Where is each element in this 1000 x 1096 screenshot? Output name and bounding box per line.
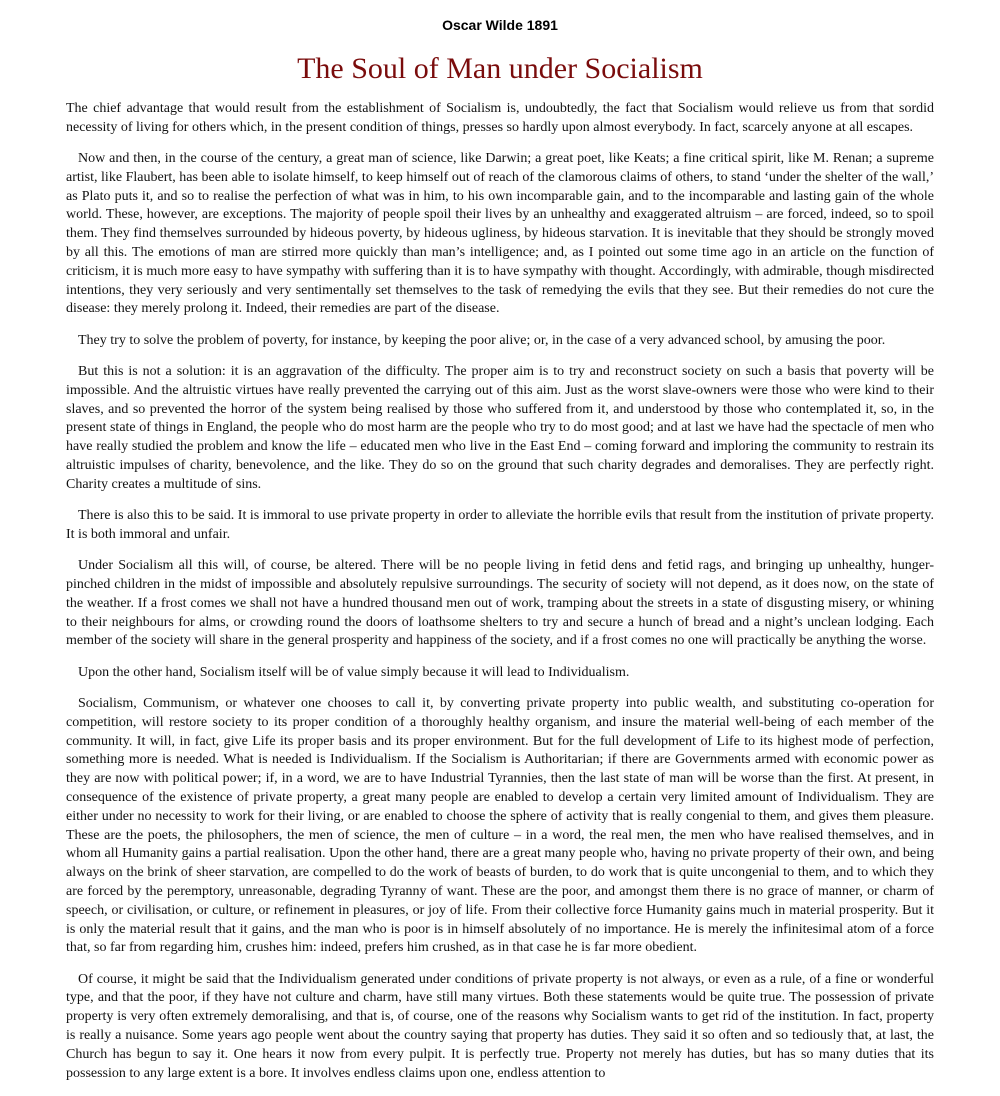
document-title: The Soul of Man under Socialism [297, 52, 703, 85]
author-byline: Oscar Wilde 1891 [442, 17, 558, 33]
paragraph: Of course, it might be said that the Individualism generated under conditions of private property is not always, or even as a rule, of a fine or wonderful type, and that the poor, if they have not culture and charm, have still many virtues. Both these statements would be quite true. The possession of private property is very often extremely demoralising, and that is, of course, one of the reasons why Socialism wants to get rid of the institution. In fact, property is really a nuisance. Some years ago people went about the country saying that property has duties. They said it so often and so tediously that, at last, the Church has begun to say it. One hears it now from every pulpit. It is perfectly true. Property not merely has duties, but has so many duties that its possession to any large extent is a bore. It involves endless claims upon one, endless attention to [66, 971, 934, 1081]
document-page [66, 0, 934, 1096]
paragraph: Upon the other hand, Socialism itself will be of value simply because it will lead to Individualism. [78, 664, 630, 680]
paragraph: There is also this to be said. It is immoral to use private property in order to alleviate the horrible evils that result from the institution of private property. It is both immoral and unfair. [66, 508, 934, 542]
paragraph: Socialism, Communism, or whatever one chooses to call it, by converting private property into public wealth, and substituting co-operation for competition, will restore society to its proper condition of a thoroughly healthy organism, and insure the material well-being of each member of the community. It will, in fact, give Life its proper basis and its proper environment. But for the full development of Life to its highest mode of perfection, something more is needed. What is needed is Individualism. If the Socialism is Authoritarian; if there are Governments armed with economic power as they are now with political power; if, in a word, we are to have Industrial Tyrannies, then the last state of man will be worse than the first. At present, in consequence of the existence of private property, a great many people are enabled to develop a certain very limited amount of Individualism. They are either under no necessity to work for their living, or are enabled to choose the sphere of activity that is really congenial to them, and gives them pleasure. These are the poets, the philosophers, the men of science, the men of culture – in a word, the real men, the men who have realised themselves, and in whom all Humanity gains a partial realisation. Upon the other hand, there are a great many people who, having no private property of their own, and being always on the brink of sheer starvation, are compelled to do the work of beasts of burden, to do work that is quite uncongenial to them, and to which they are forced by the peremptory, unreasonable, degrading Tyranny of want. These are the poor, and amongst them there is no grace of manner, or charm of speech, or civilisation, or culture, or refinement in pleasures, or joy of life. From their collective force Humanity gains much in material prosperity. But it is only the material result that it gains, and the man who is poor is in himself absolutely of no importance. He is merely the infinitesimal atom of a force that, so far from regarding him, crushes him: indeed, prefers him crushed, as in that case he is far more obedient. [66, 696, 934, 956]
paragraph: But this is not a solution: it is an aggravation of the difficulty. The proper aim is to try and reconstruct society on such a basis that poverty will be impossible. And the altruistic virtues have really prevented the carrying out of this aim. Just as the worst slave-owners were those who were kind to their slaves, and so prevented the horror of the system being realised by those who suffered from it, and understood by those who contemplated it, so, in the present state of things in England, the people who do most harm are the people who try to do most good; and at last we have had the spectacle of men who have really studied the problem and know the life – educated men who live in the East End – coming forward and imploring the community to restrain its altruistic impulses of charity, benevolence, and the like. They do so on the ground that such charity degrades and demoralises. They are perfectly right. Charity creates a multitude of sins. [66, 364, 934, 492]
paragraph: Under Socialism all this will, of course, be altered. There will be no people living in fetid dens and fetid rags, and bringing up unhealthy, hunger-pinched children in the midst of impossible and absolutely repulsive surroundings. The security of society will not depend, as it does now, on the state of the weather. If a frost comes we shall not have a hundred thousand men out of work, tramping about the streets in a state of disgusting misery, or whining to their neighbours for alms, or crowding round the doors of loathsome shelters to try and secure a hunch of bread and a night’s unclean lodging. Each member of the society will share in the general prosperity and happiness of the society, and if a frost comes no one will practically be anything the worse. [66, 558, 934, 649]
paragraph: The chief advantage that would result from the establishment of Socialism is, undoubtedly, the fact that Socialism would relieve us from that sordid necessity of living for others which, in the present condition of things, presses so hardly upon almost everybody. In fact, scarcely anyone at all escapes. [66, 101, 934, 135]
document-body [66, 100, 934, 1083]
paragraph: They try to solve the problem of poverty, for instance, by keeping the poor alive; or, in the case of a very advanced school, by amusing the poor. [78, 332, 886, 348]
paragraph: Now and then, in the course of the century, a great man of science, like Darwin; a great poet, like Keats; a fine critical spirit, like M. Renan; a supreme artist, like Flaubert, has been able to isolate himself, to keep himself out of reach of the clamorous claims of others, to stand ‘under the shelter of the wall,’ as Plato puts it, and so to realise the perfection of what was in him, to his own incomparable gain, and to the incomparable and lasting gain of the whole world. These, however, are exceptions. The majority of people spoil their lives by an unhealthy and exaggerated altruism – are forced, indeed, so to spoil them. They find themselves surrounded by hideous poverty, by hideous ugliness, by hideous starvation. It is inevitable that they should be strongly moved by all this. The emotions of man are stirred more quickly than man’s intelligence; and, as I pointed out some time ago in an article on the function of criticism, it is much more easy to have sympathy with suffering than it is to have sympathy with thought. Accordingly, with admirable, though misdirected intentions, they very seriously and very sentimentally set themselves to the task of remedying the evils that they see. But their remedies do not cure the disease: they merely prolong it. Indeed, their remedies are part of the disease. [66, 151, 934, 317]
